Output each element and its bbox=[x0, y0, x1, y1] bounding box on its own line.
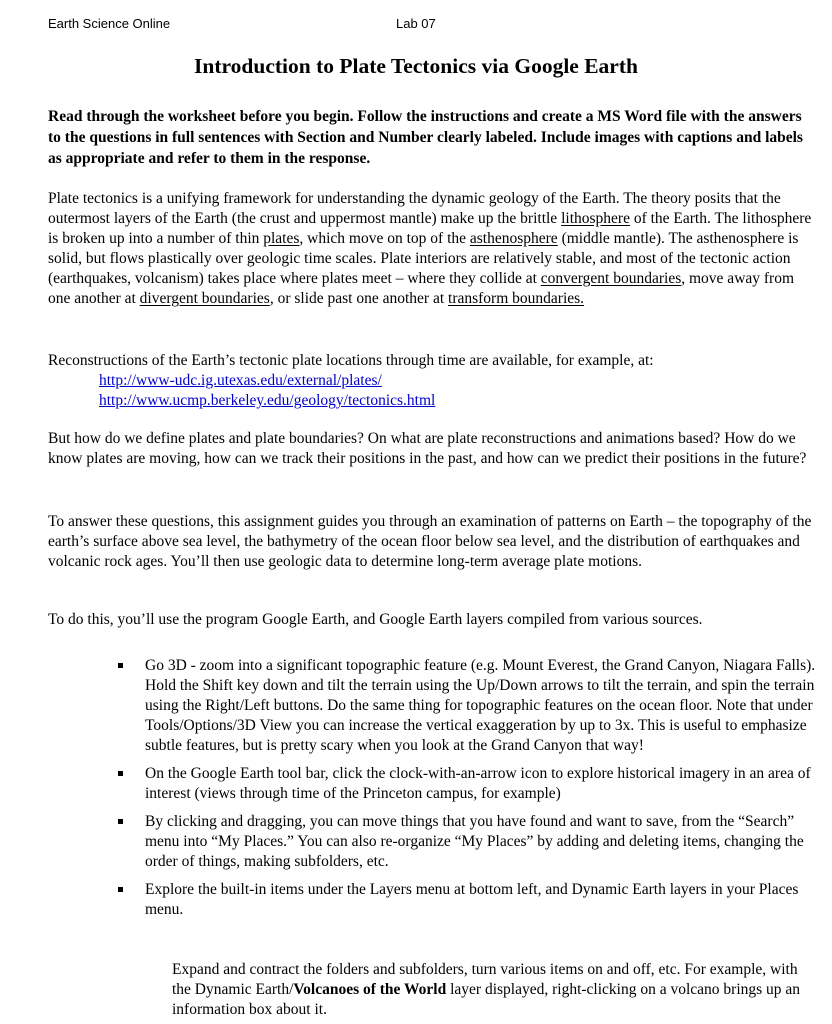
questions-paragraph: But how do we define plates and plate boundaries? On what are plate reconstructions and animations based? How do we know plates are moving, how can we track their positions in the past, and how can we predict their positions in the future? bbox=[48, 430, 807, 467]
list-item: Go 3D - zoom into a significant topographic feature (e.g. Mount Everest, the Grand Canyon, Niagara Falls). Hold the Shift key down and tilt the terrain using the Up/Down arrows to tilt the terrain, and spin the terrain using the Right/Left buttons. Do the same thing for topographic features on the ocean floor. Note that under Tools/Options/3D View you can increase the vertical exaggeration by up to 3x. This is useful to emphasize subtle features, but is pretty scary when you look at the Grand Canyon that way! bbox=[118, 656, 818, 756]
term-divergent-boundaries: divergent boundaries bbox=[139, 290, 270, 307]
bullet-icon bbox=[118, 771, 123, 776]
course-header: Earth Science Online bbox=[48, 16, 171, 31]
bullet-icon bbox=[118, 887, 123, 892]
reconstructions-paragraph: Reconstructions of the Earth’s tectonic plate locations through time are available, for example, at: bbox=[48, 352, 654, 369]
list-item: On the Google Earth tool bar, click the clock-with-an-arrow icon to explore historical imagery in an area of interest (views through time of the Princeton campus, for example) bbox=[118, 764, 818, 804]
bullet-icon bbox=[118, 819, 123, 824]
link-ucmp-tectonics[interactable]: http://www.ucmp.berkeley.edu/geology/tectonics.html bbox=[99, 392, 436, 409]
assignment-overview-paragraph: To answer these questions, this assignment guides you through an examination of patterns on Earth – the topography of the earth’s surface above sea level, the bathymetry of the ocean floor below sea level, and the distribution of earthquakes and volcanic rock ages. You’ll then use geologic data to determine long-term average plate motions. bbox=[48, 513, 812, 570]
lab-number: Lab 07 bbox=[396, 16, 436, 31]
layers-detail-paragraph: Expand and contract the folders and subfolders, turn various items on and off, etc. For example, with the Dynamic Earth/Volcanoes of the World layer displayed, right-clicking on a volcano brings up an information box about it. bbox=[172, 961, 801, 1018]
term-convergent-boundaries: convergent boundaries bbox=[540, 270, 682, 287]
link-utexas-plates[interactable]: http://www-udc.ig.utexas.edu/external/plates/ bbox=[99, 372, 382, 389]
page-title: Introduction to Plate Tectonics via Google Earth bbox=[194, 54, 638, 78]
reference-links bbox=[99, 371, 435, 411]
google-earth-paragraph: To do this, you’ll use the program Google Earth, and Google Earth layers compiled from various sources. bbox=[48, 611, 703, 628]
bullet-icon bbox=[118, 663, 123, 668]
term-asthenosphere: asthenosphere bbox=[469, 230, 558, 247]
instructions-paragraph: Read through the worksheet before you begin. Follow the instructions and create a MS Word file with the answers to the questions in full sentences with Section and Number clearly labeled. Include images with captions and labels as appropriate and refer to them in the response. bbox=[48, 108, 803, 167]
term-plates: plates bbox=[263, 230, 300, 247]
list-item: Explore the built-in items under the Layers menu at bottom left, and Dynamic Earth layers in your Places menu. bbox=[118, 880, 818, 920]
list-item: By clicking and dragging, you can move things that you have found and want to save, from the “Search” menu into “My Places.” You can also re-organize “My Places” by adding and deleting items, changing the order of things, making subfolders, etc. bbox=[118, 812, 818, 872]
volcanoes-layer-name: Volcanoes of the World bbox=[293, 981, 447, 998]
plate-tectonics-paragraph: Plate tectonics is a unifying framework for understanding the dynamic geology of the Earth. The theory posits that the outermost layers of the Earth (the crust and uppermost mantle) make up the brittle lithosphere of the Earth. The lithosphere is broken up into a number of thin plates, which move on top of the asthenosphere (middle mantle). The asthenosphere is solid, but flows plastically over geologic time scales. Plate interiors are relatively stable, and most of the tectonic action (earthquakes, volcanism) takes place where plates meet – where they collide at convergent boundaries, move away from one another at divergent boundaries, or slide past one another at transform boundaries. bbox=[48, 190, 812, 307]
instruction-list bbox=[118, 656, 818, 928]
term-transform-boundaries: transform boundaries. bbox=[448, 290, 585, 307]
term-lithosphere: lithosphere bbox=[561, 210, 630, 227]
